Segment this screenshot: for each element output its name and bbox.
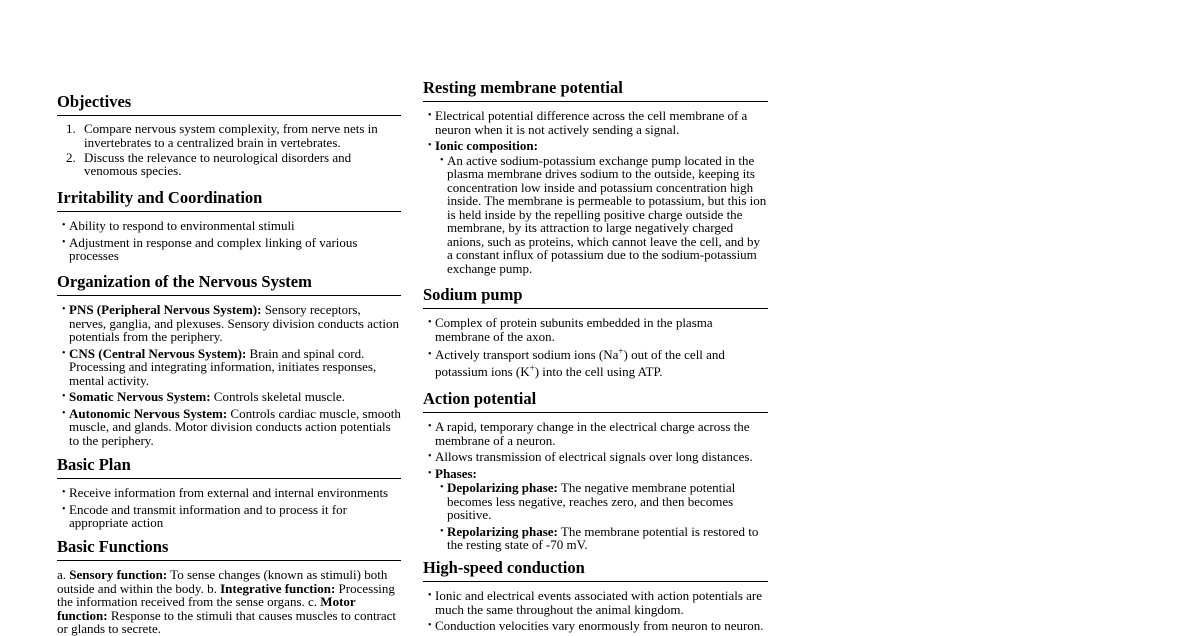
sodium-list [423, 316, 768, 380]
basic-plan-section [57, 455, 401, 533]
list-item: • Allows transmission of electrical signals over long distances. [435, 450, 768, 464]
list-item: • Phases: • Depolarizing phase: The negative membrane potential becomes less negative, reaches zero, and then becomes positive. • Repolarizing phase: The membrane potential is restored to the resting state of -70 mV. [435, 467, 768, 552]
list-item: • A rapid, temporary change in the electrical charge across the membrane of a neuron. [435, 420, 768, 447]
organization-title: Organization of the Nervous System [57, 272, 401, 296]
list-item: • Adjustment in response and complex linking of various processes [69, 236, 401, 263]
list-item: • Ionic composition: • An active sodium-potassium exchange pump located in the plasma membrane drives sodium to the outside, keeping its concentration low inside and potassium concentration high inside. The membrane is permeable to potassium, but this ion is held inside by the repelling positive charge outside the membrane, by its attraction to large negatively charged anions, such as proteins, which cannot leave the cell, and by a constant influx of potassium due to the sodium-potassium exchange pump. [435, 139, 768, 275]
highspeed-section [423, 558, 768, 636]
phases-sublist [435, 481, 768, 552]
organization-section [57, 272, 401, 450]
basic-functions-paragraph: a. Sensory function: To sense changes (known as stimuli) both outside and within the body. b. Integrative function: Processing the information received from the sense organs. c. Motor function: Response to the stimuli that causes muscles to contract or glands to secrete. [57, 567, 397, 636]
resting-section [423, 78, 768, 278]
highspeed-title: High-speed conduction [423, 558, 768, 582]
basic-plan-title: Basic Plan [57, 455, 401, 479]
organization-list [57, 303, 401, 447]
list-item: • Ability to respond to environmental stimuli [69, 219, 401, 233]
sodium-section [423, 285, 768, 383]
objectives-section [57, 92, 401, 179]
list-item: • PNS (Peripheral Nervous System): Sensory receptors, nerves, ganglia, and plexuses. Sensory division conducts action potentials from the periphery. [69, 303, 401, 344]
resting-sublist [435, 154, 768, 276]
list-item: • An active sodium-potassium exchange pump located in the plasma membrane drives sodium to the outside, keeping its concentration low inside and potassium concentration high inside. The membrane is permeable to potassium, but this ion is held inside by the repelling positive charge outside the membrane, by its attraction to large negatively charged anions, such as proteins, which cannot leave the cell, and by a constant influx of potassium due to the sodium-potassium exchange pump. [447, 154, 768, 276]
basic-plan-list [57, 486, 401, 530]
list-item: • Repolarizing phase: The membrane potential is restored to the resting state of -70 mV. [447, 525, 768, 552]
irritability-list [57, 219, 401, 263]
list-item: • Autonomic Nervous System: Controls cardiac muscle, smooth muscle, and glands. Motor division conducts action potentials to the periphery. [69, 407, 401, 448]
list-item: • Depolarizing phase: The negative membrane potential becomes less negative, reaches zero, and then becomes positive. [447, 481, 768, 522]
list-item: • Electrical potential difference across the cell membrane of a neuron when it is not actively sending a signal. [435, 109, 768, 136]
action-section [423, 389, 768, 555]
basic-functions-section [57, 537, 401, 636]
resting-title: Resting membrane potential [423, 78, 768, 102]
list-item: • Somatic Nervous System: Controls skeletal muscle. [69, 390, 401, 404]
list-item: 1. Compare nervous system complexity, from nerve nets in invertebrates to a centralized brain in vertebrates. [66, 121, 378, 150]
list-item: • Complex of protein subunits embedded in the plasma membrane of the axon. [435, 316, 768, 343]
list-item: • Conduction velocities vary enormously from neuron to neuron. [435, 619, 768, 633]
list-item: • CNS (Central Nervous System): Brain and spinal cord. Processing and integrating information, initiates responses, mental activity. [69, 347, 401, 388]
objectives-list [57, 122, 401, 178]
list-item: • Encode and transmit information and to process it for appropriate action [69, 503, 401, 530]
action-title: Action potential [423, 389, 768, 413]
action-list [423, 420, 768, 552]
sodium-title: Sodium pump [423, 285, 768, 309]
irritability-section [57, 188, 401, 266]
resting-list [423, 109, 768, 275]
objectives-title: Objectives [57, 92, 401, 116]
list-item: 2. Discuss the relevance to neurological disorders and venomous species. [66, 149, 352, 178]
list-item: • Ionic and electrical events associated with action potentials are much the same throughout the animal kingdom. [435, 589, 768, 616]
irritability-title: Irritability and Coordination [57, 188, 401, 212]
list-item: • Actively transport sodium ions (Na+) out of the cell and potassium ions (K+) into the cell using ATP. [435, 346, 768, 380]
basic-functions-title: Basic Functions [57, 537, 401, 561]
list-item: • Receive information from external and internal environments [69, 486, 401, 500]
